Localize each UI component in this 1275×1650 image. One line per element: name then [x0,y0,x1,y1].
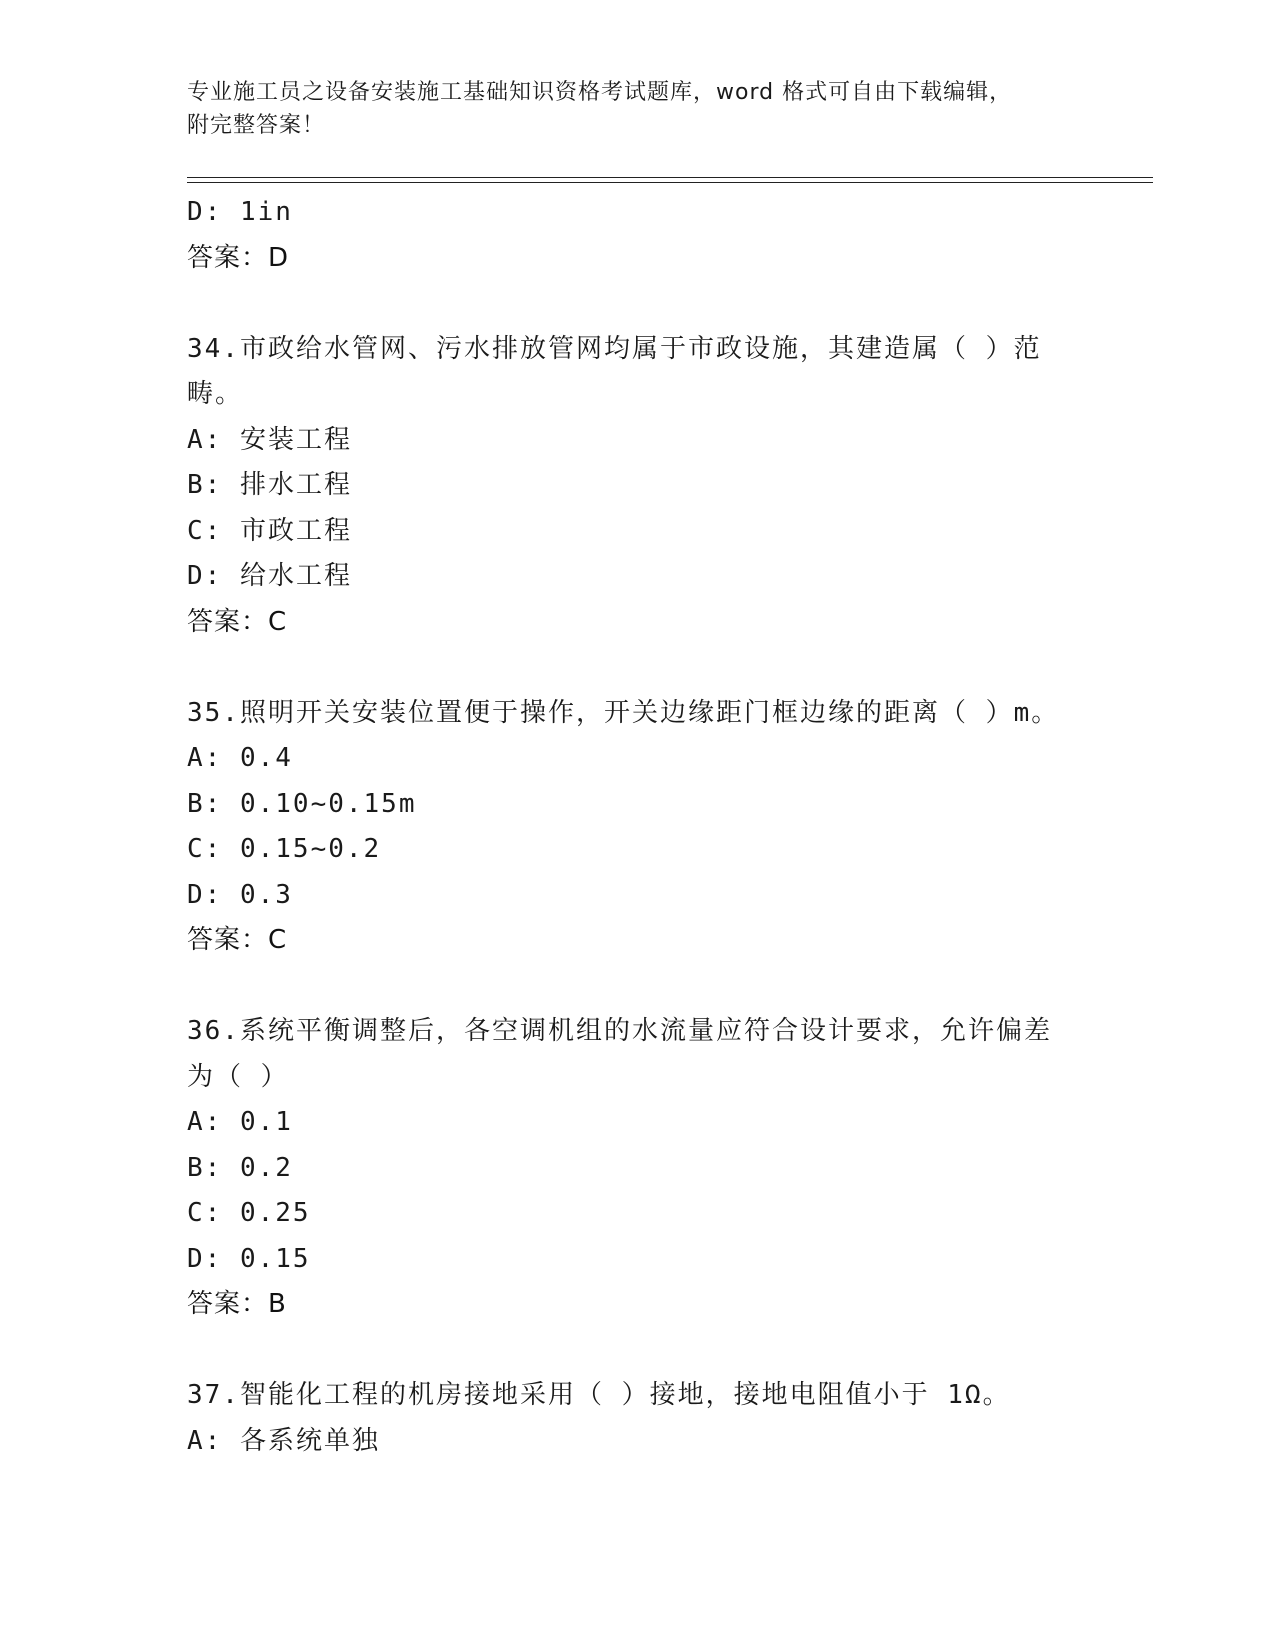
q36-stem-line-1: 36.系统平衡调整后，各空调机组的水流量应符合设计要求，允许偏差 [187,1016,1052,1046]
q34-stem-line-2: 畴。 [187,379,244,409]
q34-option-d: D: 给水工程 [187,561,352,591]
q34-option-c: C: 市政工程 [187,515,352,546]
spacer [187,1328,1153,1374]
q35-option-b: B: 0.10~0.15m [187,788,417,819]
document-header [187,76,1067,142]
q37-option-a: A: 各系统单独 [187,1425,380,1456]
q36-option-d: D: 0.15 [187,1243,311,1274]
q35-stem-line-1: 35.照明开关安装位置便于操作，开关边缘距门框边缘的距离（ ）m。 [187,697,1060,728]
spacer [187,281,1153,327]
header-line-2: 附完整答案！ [187,113,326,138]
question-content [187,190,1153,1464]
q34-option-a: A: 安装工程 [187,424,352,455]
q36-option-c: C: 0.25 [187,1198,311,1228]
q36-answer: 答案：B [187,1289,287,1319]
q36-option-b: B: 0.2 [187,1152,293,1183]
q34-answer: 答案：C [187,606,288,637]
q35-answer: 答案：C [187,925,288,955]
spacer [187,645,1153,691]
q36-option-a: A: 0.1 [187,1107,293,1137]
q35-option-c: C: 0.15~0.2 [187,834,382,864]
q34-option-b: B: 排水工程 [187,470,352,500]
q33-option-d: D: 1in [187,197,293,227]
q37-stem-line-1: 37.智能化工程的机房接地采用（ ）接地，接地电阻值小于 1Ω。 [187,1380,1011,1410]
q33-answer: 答案：D [187,242,290,273]
spacer [187,964,1153,1010]
header-divider-top [187,177,1153,178]
header-divider-bottom [187,182,1153,183]
q34-stem-line-1: 34.市政给水管网、污水排放管网均属于市政设施，其建造属（ ）范 [187,333,1042,364]
q36-stem-line-2: 为（ ） [187,1061,289,1092]
header-line-1: 专业施工员之设备安装施工基础知识资格考试题库，word 格式可自由下载编辑， [187,80,1013,105]
q35-option-a: A: 0.4 [187,743,293,773]
q35-option-d: D: 0.3 [187,879,293,910]
